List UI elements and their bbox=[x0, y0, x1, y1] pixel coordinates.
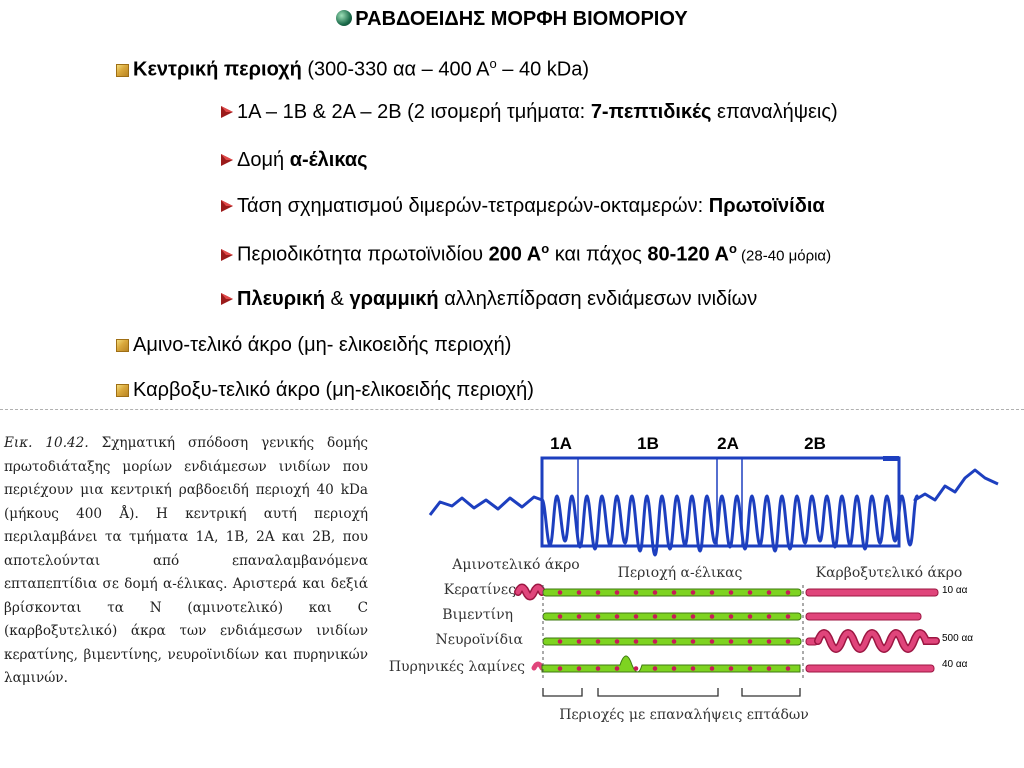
heptad-marker-dot bbox=[558, 639, 563, 644]
heptad-marker-dot bbox=[748, 666, 753, 671]
heptad-marker-dot bbox=[558, 614, 563, 619]
carboxy-terminal-line: Καρβοξυ-τελικό άκρο (μη-ελικοειδής περιοχή) bbox=[116, 379, 534, 402]
heptad-marker-dot bbox=[577, 666, 582, 671]
lamin-row bbox=[534, 656, 934, 672]
keratin-annotation: 10 αα bbox=[942, 585, 968, 596]
heptad-marker-dot bbox=[558, 590, 563, 595]
amino-terminal-line: Αμινο-τελικό άκρο (μη- ελικοειδής περιοχή) bbox=[116, 334, 511, 357]
heptad-marker-dot bbox=[653, 639, 658, 644]
heptad-marker-dot bbox=[710, 590, 715, 595]
heptad-marker-dot bbox=[767, 666, 772, 671]
heptad-marker-dot bbox=[653, 614, 658, 619]
bullet-interaction: Πλευρική & γραμμική αλληλεπίδραση ενδιάμεσων ινιδίων bbox=[220, 288, 757, 311]
heptad-marker-dot bbox=[653, 666, 658, 671]
amino-region-label: Αμινοτελικό άκρο bbox=[452, 557, 580, 573]
heptad-marker-dot bbox=[577, 614, 582, 619]
vimentin-row bbox=[543, 613, 921, 620]
heptad-repeats-label: Περιοχές με επαναλήψεις επτάδων bbox=[559, 707, 809, 723]
heptad-marker-dot bbox=[634, 590, 639, 595]
heptad-repeat-brackets bbox=[543, 688, 800, 696]
heptad-marker-dot bbox=[653, 590, 658, 595]
central-region-line: Κεντρική περιοχή (300-330 αα – 400 $A^o - 40$ kDa) bbox=[116, 56, 589, 82]
bullet-oligomers: Τάση σχηματισμού διμερών-τετραμερών-οκταμερών: Πρωτοϊνίδια bbox=[220, 195, 825, 218]
vimentin-carboxy-tail bbox=[806, 613, 921, 620]
protein-name-keratins: Κερατίνες bbox=[443, 582, 516, 598]
helix-region-label: Περιοχή α-έλικας bbox=[617, 565, 743, 581]
segment-label-2a: 2A bbox=[717, 434, 739, 453]
segment-end-mark bbox=[883, 456, 899, 461]
heptad-wave-trace bbox=[430, 470, 998, 555]
heptad-marker-dot bbox=[729, 639, 734, 644]
neurofilament-annotation: 500 αα bbox=[942, 633, 974, 644]
heptad-marker-dot bbox=[767, 639, 772, 644]
figure-caption: Εικ. 10.42. Σχηματική σπόδοση γενικής δομής πρωτοδιάταξης μορίων ενδιάμεσων ινιδίων που περιέχουν μια κεντρική ραβδοειδή περιοχή 40 kDa (μήκους 400 Å). Η κεντρική αυτή περιοχή περιλαμβάνει τα τμήματα 1A, 1B, 2A και 2B, που αποτελούνται από επαναλαμβανόμενα επταπεπτίδια σε δομή α-έλικας. Αριστερά και δεξιά βρίσκονται τα N (αμινοτελικό) και C (καρβοξυτελικό) άκρα των ενδιάμεσων ινιδίων κερατίνης, βιμεντίνης, νευροϊνιδίων και πυρηνικών λαμινών. bbox=[4, 435, 369, 686]
heptad-marker-dot bbox=[691, 614, 696, 619]
heptad-marker-dot bbox=[767, 614, 772, 619]
heptad-marker-dot bbox=[729, 614, 734, 619]
heptad-marker-dot bbox=[691, 590, 696, 595]
heptad-marker-dot bbox=[691, 639, 696, 644]
keratin-row bbox=[518, 588, 938, 597]
neurofilament-row bbox=[543, 633, 936, 649]
heptad-marker-dot bbox=[634, 614, 639, 619]
heptad-marker-dot bbox=[634, 639, 639, 644]
heptad-marker-dot bbox=[577, 639, 582, 644]
segment-label-1b: 1B bbox=[637, 434, 659, 453]
heptad-marker-dot bbox=[767, 590, 772, 595]
keratin-carboxy-tail bbox=[806, 589, 938, 596]
heptad-marker-dot bbox=[634, 666, 639, 671]
lamin-annotation: 40 αα bbox=[942, 659, 968, 670]
heptad-marker-dot bbox=[615, 614, 620, 619]
heptad-marker-dot bbox=[710, 614, 715, 619]
heptad-marker-dot bbox=[729, 666, 734, 671]
segment-label-1a: 1A bbox=[550, 434, 572, 453]
heptad-marker-dot bbox=[615, 639, 620, 644]
heptad-marker-dot bbox=[615, 666, 620, 671]
region-guides bbox=[543, 585, 803, 678]
protein-name-lamins: Πυρηνικές λαμίνες bbox=[388, 659, 525, 675]
lamin-carboxy-tail bbox=[806, 665, 934, 672]
bullet-periodicity: Περιοδικότητα πρωτοϊνιδίου 200 $A^o$ και πάχος 80-120 $A^o$ (28-40 μόρια) bbox=[220, 241, 831, 267]
slide-title: ΡΑΒΔΟΕΙΔΗΣ ΜΟΡΦΗ ΒΙΟΜΟΡΙΟΥ bbox=[0, 8, 1024, 31]
heptad-marker-dot bbox=[786, 590, 791, 595]
heptad-marker-dot bbox=[729, 590, 734, 595]
heptad-marker-dot bbox=[710, 666, 715, 671]
heptad-marker-dot bbox=[786, 614, 791, 619]
heptad-marker-dot bbox=[786, 666, 791, 671]
heptad-marker-dot bbox=[596, 614, 601, 619]
heptad-marker-dot bbox=[786, 639, 791, 644]
heptad-marker-dot bbox=[672, 614, 677, 619]
heptad-marker-dot bbox=[748, 639, 753, 644]
heptad-marker-dot bbox=[748, 590, 753, 595]
bullet-segments: 1A – 1B & 2A – 2B (2 ισομερή τμήματα: 7-πεπτιδικές επαναλήψεις) bbox=[220, 101, 838, 124]
heptad-marker-dot bbox=[596, 639, 601, 644]
heptad-marker-dot bbox=[748, 614, 753, 619]
heptad-marker-dot bbox=[615, 590, 620, 595]
heptad-marker-dot bbox=[596, 666, 601, 671]
heptad-marker-dot bbox=[672, 666, 677, 671]
heptad-marker-dot bbox=[558, 666, 563, 671]
segment-label-2b: 2B bbox=[804, 434, 826, 453]
heptad-marker-dot bbox=[596, 590, 601, 595]
heptad-marker-dot bbox=[672, 590, 677, 595]
heptad-marker-dot bbox=[672, 639, 677, 644]
carboxy-region-label: Καρβοξυτελικό άκρο bbox=[815, 565, 963, 581]
heptad-marker-dot bbox=[710, 639, 715, 644]
protein-name-vimentin: Βιμεντίνη bbox=[442, 607, 513, 623]
heptad-marker-dot bbox=[691, 666, 696, 671]
bullet-structure: Δομή α-έλικας bbox=[220, 149, 368, 172]
protein-name-neurofilaments: Νευροϊνίδια bbox=[435, 632, 523, 648]
heptad-marker-dot bbox=[577, 590, 582, 595]
